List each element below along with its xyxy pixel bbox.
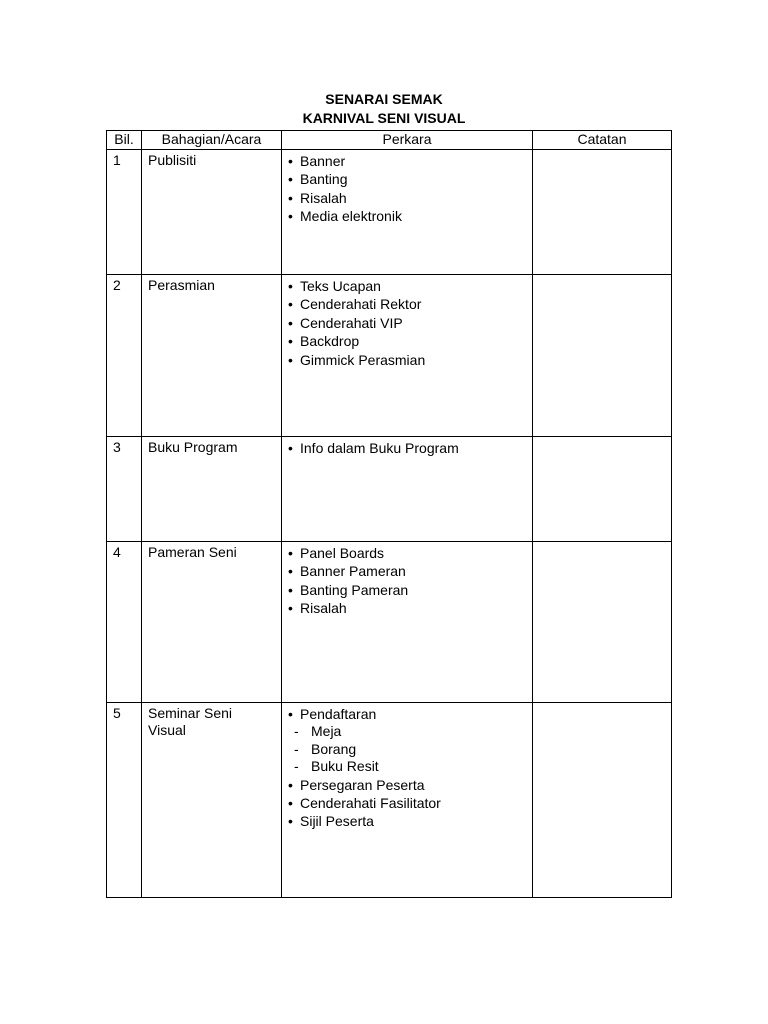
sub-list-item [288,741,532,758]
list-item-label: Teks Ucapan [300,278,381,294]
bullet-icon: • [288,706,293,722]
list-item [288,189,532,207]
bullet-icon: • [288,171,293,188]
bullet-icon: • [288,208,293,225]
list-item [288,705,532,776]
dash-icon: - [294,758,299,775]
list-item [288,581,532,599]
bullet-icon: • [288,813,293,830]
list-item [288,314,532,332]
bullet-icon: • [288,333,293,350]
bullet-icon: • [288,314,293,331]
list-item-label: Pendaftaran [300,706,377,722]
list-item [288,794,532,812]
item-list-cell [282,150,533,275]
header-bil: Bil. [107,131,142,150]
sub-item-list [288,723,532,775]
bullet-icon: • [288,776,293,793]
checklist-table [106,130,672,898]
list-item-label: Banner [300,153,346,169]
list-item-label: Cenderahati VIP [300,314,403,331]
list-item-label: Persegaran Peserta [300,776,425,793]
item-list-cell [282,542,533,703]
list-item [288,351,532,369]
document-subtitle: KARNIVAL SENI VISUAL [302,110,466,126]
section-name: Publisiti [142,150,282,275]
bullet-icon: • [288,581,293,598]
table-row [107,275,672,437]
notes-cell [533,275,672,437]
sub-list-item-label: Meja [311,723,342,740]
notes-cell [533,437,672,542]
list-item-label: Risalah [300,189,347,206]
notes-cell [533,703,672,898]
row-number: 4 [107,542,142,703]
list-item [288,332,532,350]
section-name: Perasmian [142,275,282,437]
list-item-label: Banting Pameran [300,581,409,598]
bullet-icon: • [288,351,293,368]
notes-cell [533,150,672,275]
list-item [288,277,532,295]
bullet-icon: • [288,600,293,617]
table-row [107,542,672,703]
list-item-label: Panel Boards [300,545,385,561]
bullet-icon: • [288,189,293,206]
list-item [288,439,532,457]
header-bahagian-acara: Bahagian/Acara [142,131,282,150]
item-list [288,544,532,618]
notes-cell [533,542,672,703]
row-number: 2 [107,275,142,437]
list-item-label: Banting [300,171,348,188]
table-row [107,150,672,275]
bullet-icon: • [288,296,293,313]
list-item [288,544,532,562]
section-name: Pameran Seni [142,542,282,703]
list-item [288,562,532,580]
list-item-label: Backdrop [300,333,360,350]
bullet-icon: • [288,440,293,456]
section-name: Seminar Seni Visual [142,703,282,898]
dash-icon: - [294,723,299,740]
dash-icon: - [294,740,299,757]
item-list [288,277,532,369]
sub-list-item-label: Borang [311,740,357,757]
header-perkara: Perkara [282,131,533,150]
list-item-label: Sijil Peserta [300,813,374,830]
item-list [288,705,532,831]
list-item [288,152,532,170]
document-title: SENARAI SEMAK [325,91,443,107]
bullet-icon: • [288,545,293,561]
list-item-label: Cenderahati Rektor [300,296,422,313]
list-item [288,207,532,225]
list-item [288,295,532,313]
item-list-cell [282,275,533,437]
section-name: Buku Program [142,437,282,542]
header-catatan: Catatan [533,131,672,150]
table-header-row [107,131,672,150]
bullet-icon: • [288,153,293,169]
list-item-label: Banner Pameran [300,563,406,580]
bullet-icon: • [288,563,293,580]
item-list [288,439,532,457]
row-number: 3 [107,437,142,542]
row-number: 5 [107,703,142,898]
row-number: 1 [107,150,142,275]
bullet-icon: • [288,795,293,812]
sub-list-item [288,758,532,775]
table-row [107,437,672,542]
list-item-label: Cenderahati Fasilitator [300,795,441,812]
sub-list-item [288,723,532,740]
list-item [288,599,532,617]
list-item [288,170,532,188]
sub-list-item-label: Buku Resit [311,758,379,775]
table-row [107,703,672,898]
item-list [288,152,532,226]
item-list-cell [282,437,533,542]
item-list-cell [282,703,533,898]
bullet-icon: • [288,278,293,294]
list-item-label: Info dalam Buku Program [300,440,459,456]
list-item-label: Gimmick Perasmian [300,351,426,368]
list-item [288,812,532,830]
list-item-label: Media elektronik [300,208,402,225]
list-item [288,776,532,794]
list-item-label: Risalah [300,600,347,617]
